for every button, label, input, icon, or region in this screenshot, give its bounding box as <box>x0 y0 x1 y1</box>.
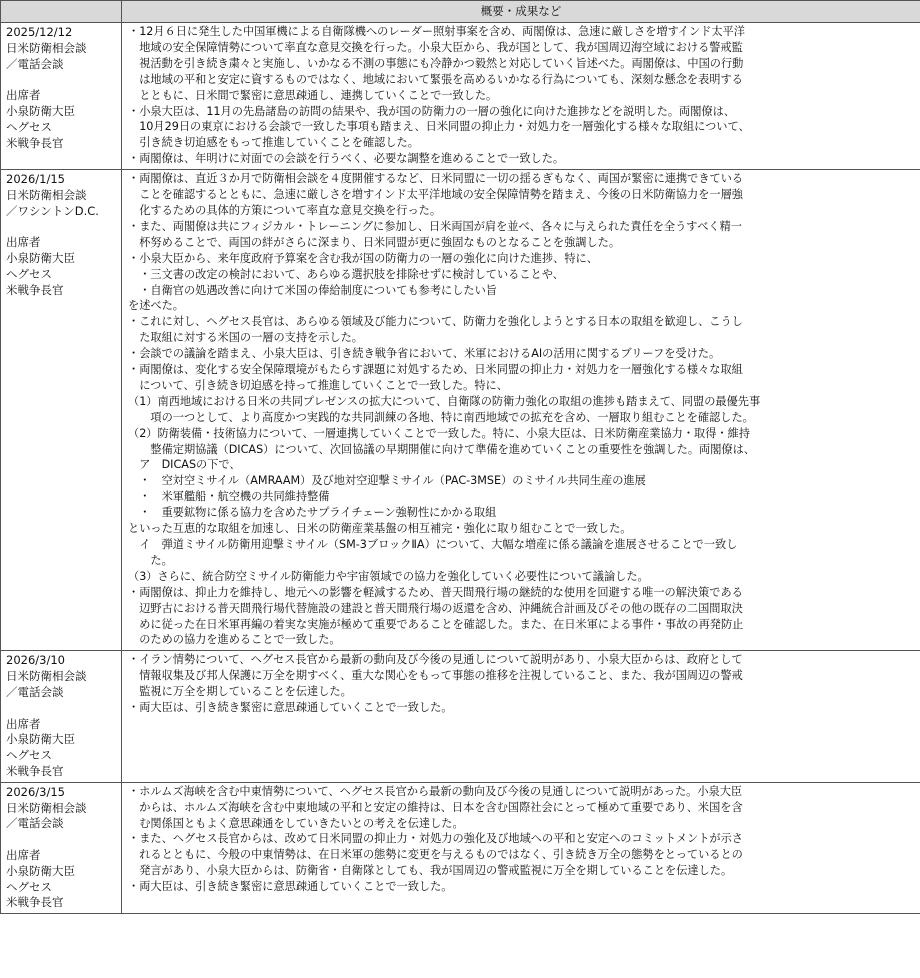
summary-line: 情報収集及び邦人保護に万全を期すべく、重大な関心をもって事態の推移を注視していること、また、我が国周辺の警戒 <box>128 669 743 683</box>
header-summary-cell: 概要・成果など <box>122 1 920 23</box>
summary-line: 監視に万全を期していることを伝達した。 <box>128 685 352 699</box>
meeting-date: 2025/12/12 <box>6 25 73 39</box>
attendees-label: 出席者 <box>6 88 41 103</box>
summary-line: ・ 米軍艦船・航空機の共同維持整備 <box>128 490 330 504</box>
attendee: 米戦争長官 <box>6 282 64 297</box>
summary-line: ・両閣僚は、年明けに対面での会談を行うべく、必要な調整を進めることで一致した。 <box>128 152 565 166</box>
attendee: ヘグセス <box>6 266 52 281</box>
attendee: 小泉防衛大臣 <box>6 732 75 747</box>
attendees-label: 出席者 <box>6 235 41 250</box>
meeting-type: 日米防衛相会談 <box>6 187 87 202</box>
spacer <box>6 72 121 88</box>
summary-line: 10月29日の東京における会談で一致した事項も踏まえ、日米同盟の抑止力・対処力を一層強化する様々な取組について、 <box>128 120 750 134</box>
header-date-cell <box>1 1 122 23</box>
summary-line: ・ホルムズ海峡を含む中東情勢について、ヘグセス長官から最新の動向及び今後の見通しについて説明があった。小泉大臣 <box>128 784 743 798</box>
spacer <box>6 701 121 717</box>
summary-line: のための協力を進めることで一致した。 <box>128 633 341 647</box>
summary-line: ・三文書の改定の検討において、あらゆる選択肢を排除せずに検討していることや、 <box>128 267 564 281</box>
meeting-row <box>1 782 920 913</box>
meeting-type: ／電話会談 <box>6 56 64 71</box>
summary-line: ・会談での議論を踏まえ、小泉大臣は、引き続き戦争省において、米軍におけるAIの活用に関するブリーフを受けた。 <box>128 347 721 361</box>
attendee: 米戦争長官 <box>6 135 64 150</box>
attendee: 小泉防衛大臣 <box>6 103 75 118</box>
meeting-type: 日米防衛相会談 <box>6 669 87 684</box>
summary-line: 視活動を引き続き粛々と実施し、いかなる不測の事態にも冷静かつ毅然と対応していく旨述べた。両閣僚は、中国の行動 <box>128 56 744 70</box>
meeting-type: ／電話会談 <box>6 816 64 831</box>
summary-line: ・小泉大臣から、来年度政府予算案を含む我が国の防衛力の一層の強化に向けた進捗、特に、 <box>128 251 598 265</box>
meeting-type: 日米防衛相会談 <box>6 40 87 55</box>
summary-line: れるとともに、今般の中東情勢は、在日米軍の態勢に変更を与えるものではなく、引き続き万全の態勢をとっているとの <box>128 848 743 862</box>
summary-line: ・また、両閣僚は共にフィジカル・トレーニングに参加し、日米両国が肩を並べ、各々に与えられた責任を全うすべく精一 <box>128 219 742 233</box>
spacer <box>6 832 121 848</box>
summary-line: （3）さらに、統合防空ミサイル防衛能力や宇宙領域での協力を強化していく必要性について議論した。 <box>128 569 649 583</box>
meeting-info-cell <box>1 651 122 782</box>
summary-line: ・また、ヘグセス長官からは、改めて日米同盟の抑止力・対処力の強化及び地域への平和と安定へのコミットメントが示さ <box>128 832 743 846</box>
meeting-info-cell <box>1 23 122 170</box>
header-row <box>1 1 920 23</box>
summary-line: ・両大臣は、引き続き緊密に意思疎通していくことで一致した。 <box>128 880 453 894</box>
summary-line: イ 弾道ミサイル防衛用迎撃ミサイル（SM-3ブロックⅡA）について、大幅な増産に係る議論を進展させることで一致し <box>128 538 738 551</box>
meeting-type: 日米防衛相会談 <box>6 800 87 815</box>
meeting-row <box>1 651 920 782</box>
meeting-date: 2026/3/15 <box>6 784 65 799</box>
summary-line: 発言があり、小泉大臣からは、防衛省・自衛隊としても、我が国周辺の警戒監視に万全を期していることを伝達した。 <box>128 864 733 878</box>
meeting-info-cell <box>1 782 122 913</box>
meeting-info-cell <box>1 170 122 651</box>
attendee: ヘグセス <box>6 748 52 763</box>
summary-line: について、引き続き切迫感を持って推進していくことで一致した。特に、 <box>128 378 508 392</box>
summary-line: は地域の平和と安定に資するものではなく、地域において緊張を高めるいかなる行為についても、深刻な懸念を表明する <box>128 72 743 86</box>
summary-line: ・イラン情勢について、ヘグセス長官から最新の動向及び今後の見通しについて説明があり、小泉大臣からは、政府として <box>128 653 743 667</box>
meeting-row <box>1 23 920 170</box>
meeting-date: 2026/3/10 <box>6 653 65 668</box>
attendee: 米戦争長官 <box>6 895 64 910</box>
summary-line: ・両閣僚は、抑止力を維持し、地元への影響を軽減するため、普天間飛行場の継続的な使用を回避する唯一の解決策である <box>128 585 743 599</box>
summary-line: めに従った在日米軍再編の着実な実施が極めて重要であることを確認した。また、在日米軍による事件・事故の再発防止 <box>128 617 744 631</box>
summary-line: ・12月６日に発生した中国軍機による自衛隊機へのレーダー照射事案を含め、両閣僚は、急速に厳しさを増すインド太平洋 <box>128 25 745 38</box>
summary-line: 杯努めることで、両国の絆がさらに深まり、日米同盟が更に強固なものとなることを強調した。 <box>128 235 621 249</box>
summary-line: 項の一つとして、より高度かつ実践的な共同訓練の各地、特に南西地域での拡充を含め、一層取り組むことを確認した。 <box>128 410 754 424</box>
meeting-row <box>1 170 920 651</box>
summary-line: ・両閣僚は、直近３か月で防衛相会談を４度開催するなど、日米同盟に一切の揺るぎもなく、両国が緊密に連携できている <box>128 172 744 186</box>
summary-line: 辺野古における普天間飛行場代替施設の建設と普天間飛行場の返還を含め、沖縄統合計画及びその他の既存の二国間取決 <box>128 601 743 615</box>
spacer <box>6 220 121 236</box>
summary-line: 化するための具体的方策について率直な意見交換を行った。 <box>128 203 442 217</box>
attendee: 米戦争長官 <box>6 763 64 778</box>
summary-line: ・自衛官の処遇改善に向けて米国の俸給制度についても参考にしたい旨 <box>128 283 497 297</box>
meeting-date: 2026/1/15 <box>6 172 65 187</box>
attendee: 小泉防衛大臣 <box>6 251 75 266</box>
summary-line: といった互恵的な取組を加速し、日米の防衛産業基盤の相互補完・強化に取り組むことで一致した。 <box>128 522 632 536</box>
summary-cell <box>122 23 920 170</box>
summary-line: ア DICASの下で、 <box>128 458 241 472</box>
summary-line: とともに、日米間で緊密に意思疎通し、連携していくことで一致した。 <box>128 88 498 102</box>
summary-line: （2）防衛装備・技術協力について、一層連携していくことで一致した。特に、小泉大臣は、日米防衛産業協力・取得・維持 <box>128 426 750 440</box>
summary-line: を述べた。 <box>128 299 184 313</box>
summary-line: ・小泉大臣は、11月の先島諸島の訪問の結果や、我が国の防衛力の一層の強化に向けた進捗などを説明した。両閣僚は、 <box>128 104 735 118</box>
summary-line: ・ 重要鉱物に係る協力を含めたサプライチェーン強靭性にかかる取組 <box>128 506 497 520</box>
attendee: ヘグセス <box>6 879 52 894</box>
summary-line: ・両閣僚は、変化する安全保障環境がもたらす課題に対処するため、日米同盟の抑止力・対処力を一層強化する様々な取組 <box>128 363 743 377</box>
summary-line: 地域の安全保障情勢について率直な意見交換を行った。小泉大臣から、我が国として、我が国周辺海空域における警戒監 <box>128 40 743 54</box>
summary-cell <box>122 782 920 913</box>
attendee: ヘグセス <box>6 119 52 134</box>
summary-line: ことを確認するとともに、急速に厳しさを増すインド太平洋地域の安全保障情勢を踏まえ、今後の日米防衛協力を一層強 <box>128 188 743 202</box>
meeting-type: ／ワシントンD.C. <box>6 203 99 218</box>
summary-line: からは、ホルムズ海峡を含む中東地域の平和と安定の維持は、日本を含む国際社会にとって極めて重要であり、米国を含 <box>128 800 743 814</box>
summary-line: ・両大臣は、引き続き緊密に意思疎通していくことで一致した。 <box>128 701 453 715</box>
summary-cell <box>122 170 920 651</box>
attendees-label: 出席者 <box>6 716 41 731</box>
meeting-type: ／電話会談 <box>6 684 64 699</box>
attendee: 小泉防衛大臣 <box>6 863 75 878</box>
summary-line: （1）南西地域における日米の共同プレゼンスの拡大について、自衛隊の防衛力強化の取組の進捗も踏まえて、同盟の最優先事 <box>128 394 761 408</box>
attendees-label: 出席者 <box>6 847 41 862</box>
summary-line: ・これに対し、ヘグセス長官は、あらゆる領域及び能力について、防衛力を強化しようとする日本の取組を歓迎し、こうし <box>128 315 743 329</box>
summary-line: た取組に対する米国の一層の支持を示した。 <box>128 331 363 345</box>
summary-line: む関係国ともよく意思疎通をしていきたいとの考えを伝達した。 <box>128 816 464 830</box>
summary-line: ・ 空対空ミサイル（AMRAAM）及び地対空迎撃ミサイル（PAC-3MSE）のミサイル共同生産の進展 <box>128 474 646 488</box>
summary-cell <box>122 651 920 782</box>
summary-line: 整備定期協議（DICAS）について、次回協議の早期開催に向けて準備を進めていくことの重要性を強調した。両閣僚は、 <box>128 442 755 456</box>
summary-line: た。 <box>128 553 173 567</box>
summary-line: 引き続き切迫感をもって推進していくことを確認した。 <box>128 136 419 150</box>
